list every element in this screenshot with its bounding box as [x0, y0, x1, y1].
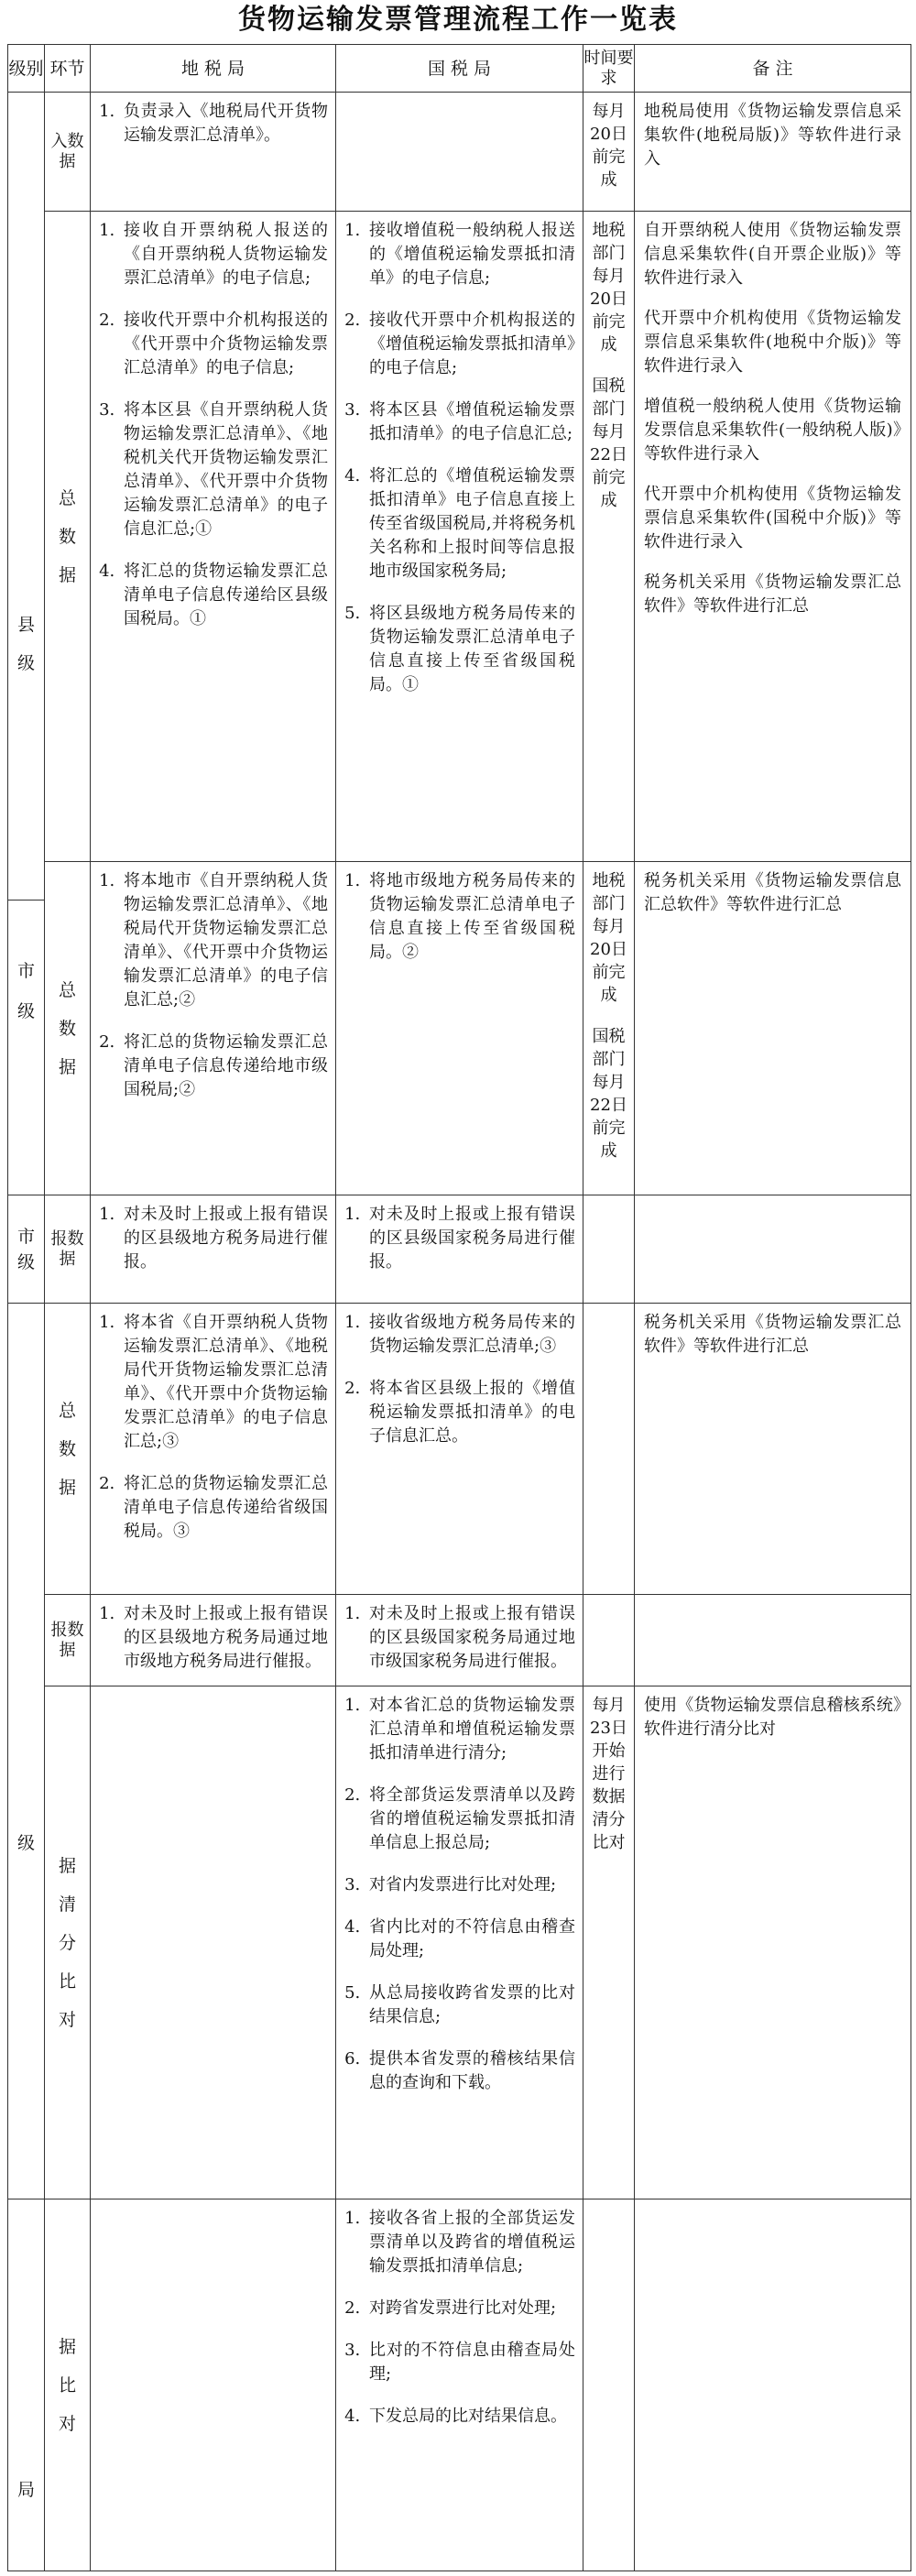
page-title: 货物运输发票管理流程工作一览表 [238, 4, 678, 36]
city-summary-state: 1. 将地市级地方税务局传来的货物运输发票汇总清单电子信息直接上传至省级国税局。② [336, 862, 583, 1195]
prov-summary-time [583, 1304, 635, 1595]
prov-report-notes [635, 1595, 911, 1686]
header-state-tax: 国 税 局 [336, 45, 583, 93]
hq-compare-notes [635, 2199, 911, 2571]
county-input-row [8, 93, 911, 212]
hq-compare-row [8, 2199, 911, 2571]
county-summary-time: 地税部门每月20日前完成 国税部门每月22日前完成 [583, 212, 635, 862]
prov-summary-notes: 税务机关采用《货物运输发票汇总软件》等软件进行汇总 [635, 1304, 911, 1595]
workflow-table [7, 44, 911, 2571]
prov-report-time [583, 1595, 635, 1686]
county-input-time: 每月20日前完成 [583, 93, 635, 212]
prov-clear-notes: 使用《货物运输发票信息稽核系统》软件进行清分比对 [635, 1686, 911, 2199]
level-city-report: 市 级 [8, 1195, 45, 1304]
city-report-notes [635, 1195, 911, 1304]
level-county: 县 级 [8, 93, 45, 1195]
prov-clear-time: 每月23日开始进行数据清分比对 [583, 1686, 635, 2199]
stage-prov-clear: 据 清 分 比 对 [45, 1686, 91, 2199]
county-summary-row [8, 212, 911, 862]
prov-clear-local [91, 1686, 336, 2199]
county-input-notes: 地税局使用《货物运输发票信息采集软件(地税局版)》等软件进行录入 [635, 93, 911, 212]
county-summary-local: 1. 接收自开票纳税人报送的《自开票纳税人货物运输发票汇总清单》的电子信息; 2. 接收代开票中介机构报送的《代开票中介货物运输发票汇总清单》的电子信息; 3. 将本区县《自开票纳税人货物运输发票汇总清单》、《地税机关代开货物运输发票汇总清单》、《代开票中介货物运输发票汇总清单》的电子信息汇总;① 4. 将汇总的货物运输发票汇总清单电子信息传递给区县级国税局。① [91, 212, 336, 862]
prov-clear-state: 1. 对本省汇总的货物运输发票汇总清单和增值税运输发票抵扣清单进行清分; 2. 将全部货运发票清单以及跨省的增值税运输发票抵扣清单信息上报总局; 3. 对省内发票进行比对处理; 4. 省内比对的不符信息由稽查局处理; 5. 从总局接收跨省发票的比对结果信息; 6. 提供本省发票的稽核结果信息的查询和下载。 [336, 1686, 583, 2199]
prov-report-row [8, 1595, 911, 1686]
level-divider [7, 900, 45, 901]
hq-compare-local [91, 2199, 336, 2571]
hq-compare-state: 1. 接收各省上报的全部货运发票清单以及跨省的增值税运输发票抵扣清单信息; 2. 对跨省发票进行比对处理; 3. 比对的不符信息由稽查局处理; 4. 下发总局的比对结果信息。 [336, 2199, 583, 2571]
header-time-requirement: 时间要求 [583, 45, 635, 93]
city-summary-notes: 税务机关采用《货物运输发票信息汇总软件》等软件进行汇总 [635, 862, 911, 1195]
city-summary-row [8, 862, 911, 1195]
city-report-state: 1. 对未及时上报或上报有错误的区县级国家税务局进行催报。 [336, 1195, 583, 1304]
header-stage: 环节 [45, 45, 91, 93]
city-summary-time: 地税部门每月20日前完成 国税部门每月22日前完成 [583, 862, 635, 1195]
level-bureau: 局 [8, 2199, 45, 2571]
stage-prov-summary: 总 数 据 [45, 1304, 91, 1595]
county-input-state [336, 93, 583, 212]
city-report-local: 1. 对未及时上报或上报有错误的区县级地方税务局进行催报。 [91, 1195, 336, 1304]
stage-city-report: 报数据 [45, 1195, 91, 1304]
prov-summary-state: 1. 接收省级地方税务局传来的货物运输发票汇总清单;③ 2. 将本省区县级上报的《增值税运输发票抵扣清单》的电子信息汇总。 [336, 1304, 583, 1595]
city-summary-local: 1. 将本地市《自开票纳税人货物运输发票汇总清单》、《地税局代开货物运输发票汇总清单》、《代开票中介货物运输发票汇总清单》的电子信息汇总;② 2. 将汇总的货物运输发票汇总清单电子信息传递给地市级国税局;② [91, 862, 336, 1195]
city-report-row [8, 1195, 911, 1304]
county-summary-state: 1. 接收增值税一般纳税人报送的《增值税运输发票抵扣清单》的电子信息; 2. 接收代开票中介机构报送的《增值税运输发票抵扣清单》的电子信息; 3. 将本区县《增值税运输发票抵扣清单》的电子信息汇总; 4. 将汇总的《增值税运输发票抵扣清单》电子信息直接上传至省级国税局,并将税务机关名称和上报时间等信息报地市级国家税务局; 5. 将区县级地方税务局传来的货物运输发票汇总清单电子信息直接上传至省级国税局。① [336, 212, 583, 862]
stage-county-summary: 总 数 据 [45, 212, 91, 862]
prov-report-local: 1. 对未及时上报或上报有错误的区县级地方税务局通过地市级地方税务局进行催报。 [91, 1595, 336, 1686]
header-row [8, 45, 911, 93]
prov-summary-local: 1. 将本省《自开票纳税人货物运输发票汇总清单》、《地税局代开货物运输发票汇总清单》、《代开票中介货物运输发票汇总清单》的电子信息汇总;③ 2. 将汇总的货物运输发票汇总清单电子信息传递给省级国税局。③ [91, 1304, 336, 1595]
level-province: 级 [8, 1304, 45, 2199]
prov-summary-row [8, 1304, 911, 1595]
stage-input: 入数据 [45, 93, 91, 212]
hq-compare-time [583, 2199, 635, 2571]
prov-report-state: 1. 对未及时上报或上报有错误的区县级国家税务局通过地市级国家税务局进行催报。 [336, 1595, 583, 1686]
header-local-tax: 地 税 局 [91, 45, 336, 93]
stage-city-summary: 总 数 据 [45, 862, 91, 1195]
header-level: 级别 [8, 45, 45, 93]
stage-hq-compare: 据 比 对 [45, 2199, 91, 2571]
header-remarks: 备 注 [635, 45, 911, 93]
city-report-time [583, 1195, 635, 1304]
county-summary-notes: 自开票纳税人使用《货物运输发票信息采集软件(自开票企业版)》等软件进行录入 代开票中介机构使用《货物运输发票信息采集软件(地税中介版)》等软件进行录入 增值税一般纳税人使用《货物运输发票信息采集软件(一般纳税人版)》等软件进行录入 代开票中介机构使用《货物运输发票信息采集软件(国税中介版)》等软件进行录入 税务机关采用《货物运输发票汇总软件》等软件进行汇总 [635, 212, 911, 862]
prov-clear-row [8, 1686, 911, 2199]
stage-prov-report: 报数据 [45, 1595, 91, 1686]
level-city: 市 级 [8, 944, 44, 1039]
county-input-local: 1. 负责录入《地税局代开货物运输发票汇总清单》。 [91, 93, 336, 212]
